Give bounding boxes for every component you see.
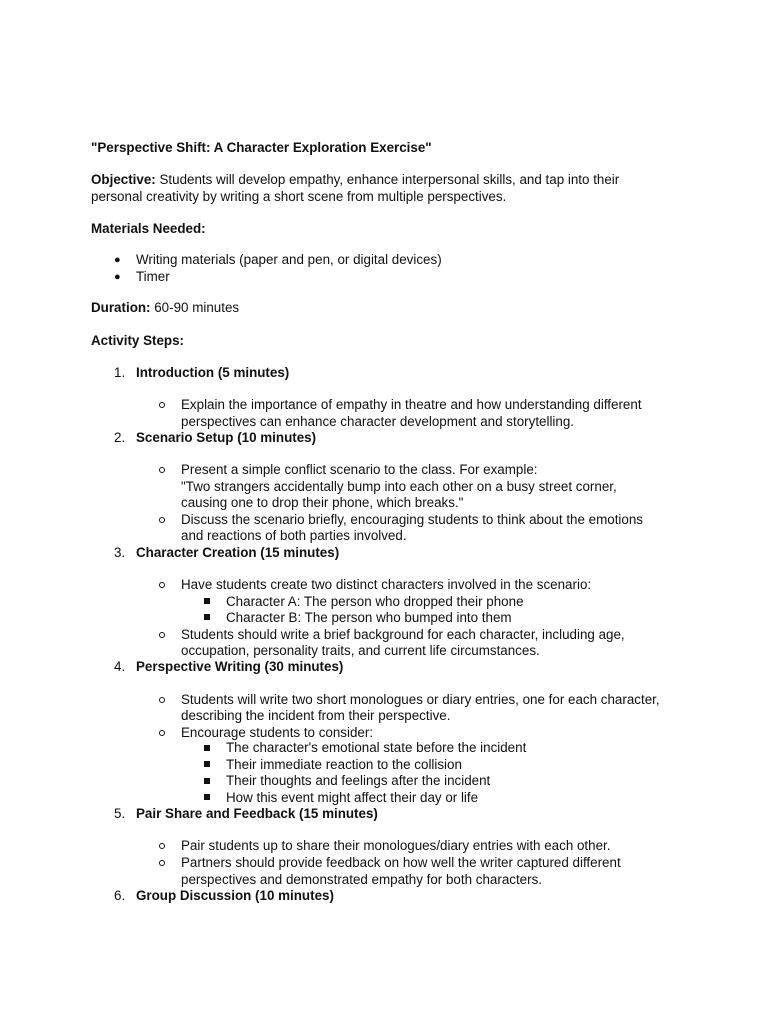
- square-bullet-icon: [204, 794, 210, 800]
- circle-bullet-icon: [159, 632, 165, 638]
- objective-text-2: personal creativity by writing a short scene from multiple perspectives.: [91, 189, 507, 204]
- objective-label: Objective:: [91, 172, 156, 187]
- materials-item: Writing materials (paper and pen, or digital devices): [136, 252, 442, 267]
- square-bullet-icon: [204, 761, 210, 767]
- circle-bullet-icon: [159, 517, 165, 523]
- activity-steps-heading: Activity Steps:: [91, 333, 185, 348]
- step-subitem: Their immediate reaction to the collision: [226, 757, 462, 772]
- square-bullet-icon: [204, 778, 210, 784]
- step-detail: and reactions of both parties involved.: [181, 528, 407, 543]
- bullet-dot: ●: [114, 254, 121, 266]
- step-detail: perspectives can enhance character development and storytelling.: [181, 414, 575, 429]
- objective-line-1: [91, 172, 619, 188]
- step-detail: Students will write two short monologues or diary entries, one for each character,: [181, 692, 660, 707]
- document-title: "Perspective Shift: A Character Exploration Exercise": [91, 140, 432, 155]
- materials-heading: Materials Needed:: [91, 221, 206, 236]
- duration-line: [91, 300, 239, 316]
- step-subitem: The character's emotional state before the incident: [226, 740, 527, 755]
- circle-bullet-icon: [159, 402, 165, 408]
- circle-bullet-icon: [159, 582, 165, 588]
- step-number: 3.: [114, 545, 126, 560]
- circle-bullet-icon: [159, 843, 165, 849]
- bullet-dot: ●: [114, 271, 121, 283]
- step-title: Group Discussion (10 minutes): [136, 888, 334, 903]
- step-title: Introduction (5 minutes): [136, 365, 290, 380]
- step-detail: causing one to drop their phone, which breaks.": [181, 495, 464, 510]
- step-detail: perspectives and demonstrated empathy for both characters.: [181, 872, 542, 887]
- step-detail: Students should write a brief background for each character, including age,: [181, 627, 625, 642]
- step-detail: Discuss the scenario briefly, encouraging students to think about the emotions: [181, 512, 643, 527]
- step-number: 4.: [114, 659, 126, 674]
- step-subitem: Character A: The person who dropped their phone: [226, 594, 524, 609]
- step-detail: Pair students up to share their monologues/diary entries with each other.: [181, 838, 611, 853]
- square-bullet-icon: [204, 598, 210, 604]
- circle-bullet-icon: [159, 860, 165, 866]
- step-number: 5.: [114, 806, 126, 821]
- step-detail: Explain the importance of empathy in theatre and how understanding different: [181, 397, 642, 412]
- step-detail: occupation, personality traits, and current life circumstances.: [181, 643, 540, 658]
- step-subitem: How this event might affect their day or life: [226, 790, 479, 805]
- materials-item: Timer: [136, 269, 170, 284]
- duration-label: Duration:: [91, 300, 151, 315]
- step-number: 2.: [114, 430, 126, 445]
- circle-bullet-icon: [159, 697, 165, 703]
- step-number: 1.: [114, 365, 126, 380]
- step-title: Scenario Setup (10 minutes): [136, 430, 317, 445]
- circle-bullet-icon: [159, 730, 165, 736]
- step-title: Character Creation (15 minutes): [136, 545, 340, 560]
- step-detail: "Two strangers accidentally bump into each other on a busy street corner,: [181, 479, 617, 494]
- duration-value: 60-90 minutes: [150, 300, 240, 315]
- objective-text-1: Students will develop empathy, enhance interpersonal skills, and tap into their: [155, 172, 620, 187]
- step-title: Perspective Writing (30 minutes): [136, 659, 344, 674]
- step-detail: Encourage students to consider:: [181, 725, 374, 740]
- circle-bullet-icon: [159, 467, 165, 473]
- square-bullet-icon: [204, 614, 210, 620]
- step-subitem: Character B: The person who bumped into them: [226, 610, 512, 625]
- step-subitem: Their thoughts and feelings after the incident: [226, 773, 491, 788]
- step-detail: Have students create two distinct characters involved in the scenario:: [181, 577, 592, 592]
- square-bullet-icon: [204, 745, 210, 751]
- step-detail: Partners should provide feedback on how well the writer captured different: [181, 855, 621, 870]
- step-title: Pair Share and Feedback (15 minutes): [136, 806, 378, 821]
- step-detail: describing the incident from their perspective.: [181, 708, 451, 723]
- step-detail: Present a simple conflict scenario to the class. For example:: [181, 462, 538, 477]
- step-number: 6.: [114, 888, 126, 903]
